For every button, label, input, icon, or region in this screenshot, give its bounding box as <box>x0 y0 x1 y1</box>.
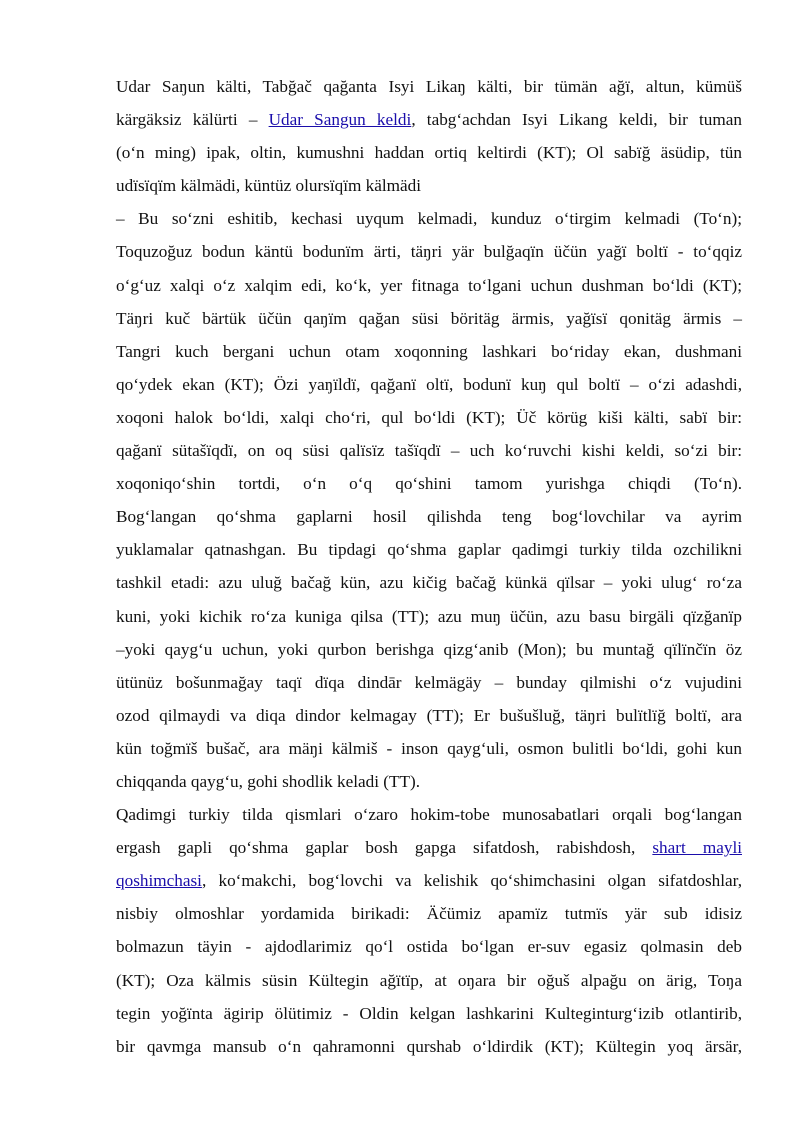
text-line: qağanï sütašïqdï, on oq süsi qalïsïz tašïqdï – uch ko‘ruvchi kishi keldi, so‘zi bir: <box>116 441 742 461</box>
text-line: Udar Saŋun kälti, Tabğač qağanta Isyi Likaŋ kälti, bir tümän ağï, altun, kümüš <box>116 77 742 96</box>
text-segment: ergash gapli qo‘shma gaplar bosh gapga sifatdosh, rabishdosh, <box>116 838 653 858</box>
text-line <box>116 831 742 864</box>
text-segment: kärgäksiz kälürti – <box>116 110 269 130</box>
text-line: o‘g‘uz xalqi o‘z xalqim edi, ko‘k, yer fitnaga to‘lgani uchun dushman bo‘ldi (KT); <box>116 275 742 295</box>
text-line: qo‘ydek ekan (KT); Özi yaŋïldï, qağanï oltï, bodunï kuŋ qul boltï – o‘zi adashdi, <box>116 374 742 394</box>
text-line: yuklamalar qatnashgan. Bu tipdagi qo‘shma gaplar qadimgi turkiy tilda ozchilikni <box>116 540 742 560</box>
text-line: udïsïqïm kälmädi, küntüz olursïqïm kälmädi <box>116 176 422 196</box>
text-line: – Bu so‘zni eshitib, kechasi uyqum kelmadi, kunduz o‘tirgim kelmadi (To‘n); <box>116 209 742 229</box>
text-line: ütünüz bošunmağay taqï dïqa dindār kelmägäy – bunday qilmishi o‘z vujudini <box>116 672 742 692</box>
text-line: Bog‘langan qo‘shma gaplarni hosil qilishda teng bog‘lovchilar va ayrim <box>116 507 742 527</box>
text-line: xoqoni halok bo‘ldi, xalqi cho‘ri, qul bo‘ldi (KT); Üč körüg kiši kälti, sabï bir: <box>116 407 742 427</box>
shart-mayli-link[interactable]: shart mayli <box>652 838 742 858</box>
text-line: bir qavmga mansub o‘n qahramonni qurshab o‘ldirdik (KT); Kültegin yoq ärsär, <box>116 1036 742 1056</box>
text-line: Qadimgi turkiy tilda qismlari o‘zaro hokim-tobe munosabatlari orqali bog‘langan <box>116 805 742 825</box>
text-line: tegin yoğïnta ägirip ölütimiz - Oldin kelgan lashkarini Kulteginturg‘izib otlantirib, <box>116 1003 742 1023</box>
text-line: kuni, yoki kichik ro‘za kuniga qilsa (TT); azu muŋ üčün, azu basu birgäli qïzğanïp <box>116 606 742 626</box>
text-line: chiqqanda qayg‘u, gohi shodlik keladi (TT). <box>116 771 421 791</box>
text-segment: , ko‘makchi, bog‘lovchi va kelishik qo‘shimchasini olgan sifatdoshlar, <box>201 871 742 891</box>
paragraph-2 <box>116 202 742 798</box>
text-line: kün toğmïš bušač, ara mäŋi kälmiš - inson qayg‘uli, osmon bulitli bo‘ldi, gohi kun <box>116 738 742 758</box>
text-segment: , tabg‘achdan Isyi Likang keldi, bir tuman <box>411 110 742 130</box>
text-line <box>116 864 742 897</box>
text-line: –yoki qayg‘u uchun, yoki qurbon berishga qizg‘anib (Mon); bu muntağ qïlïnčïn öz <box>116 639 742 659</box>
text-line: Tangri kuch bergani uchun otam xoqonning lashkari bo‘riday ekan, dushmani <box>116 341 742 361</box>
paragraph-1 <box>116 70 742 202</box>
qoshimchasi-link[interactable]: qoshimchasi <box>116 871 202 891</box>
text-line: ozod qilmaydi va diqa dindor kelmagay (TT); Er bušušluğ, täŋri bulïtlïğ boltï, ara <box>116 705 742 725</box>
document-body <box>116 70 742 1063</box>
text-line: Toquzoğuz bodun käntü bodunïm ärti, täŋri yär bulğaqïn üčün yağï boltï - to‘qqiz <box>116 242 742 262</box>
text-line: (o‘n ming) ipak, oltin, kumushni haddan ortiq keltirdi (KT); Ol sabïğ äsüdip, tün <box>116 143 742 163</box>
paragraph-3 <box>116 798 742 1063</box>
text-line: nisbiy olmoshlar yordamida birikadi: Äčümiz apamïz tutmïs yär sub idisiz <box>116 904 742 924</box>
text-line: xoqoniqo‘shin tortdi, o‘n o‘q qo‘shini tamom yurishga chiqdi (To‘n). <box>116 474 742 494</box>
text-line: bolmazun täyin - ajdodlarimiz qo‘l ostida bo‘lgan er-suv egasiz qolmasin deb <box>116 937 742 957</box>
text-line: (KT); Oza kälmis süsin Kültegin ağïtïp, at oŋara bir oğuš alpağu on ärig, Toŋa <box>116 970 742 990</box>
text-line: Täŋri kuč bärtük üčün qaŋïm qağan süsi böritäg ärmis, yağïsï qonitäg ärmis – <box>116 308 742 328</box>
udar-sangun-link[interactable]: Udar Sangun keldi <box>268 110 412 130</box>
text-line <box>116 103 742 136</box>
text-line: tashkil etadi: azu uluğ bačağ kün, azu kičig bačağ künkä qïlsar – yoki ulug‘ ro‘za <box>116 573 742 593</box>
